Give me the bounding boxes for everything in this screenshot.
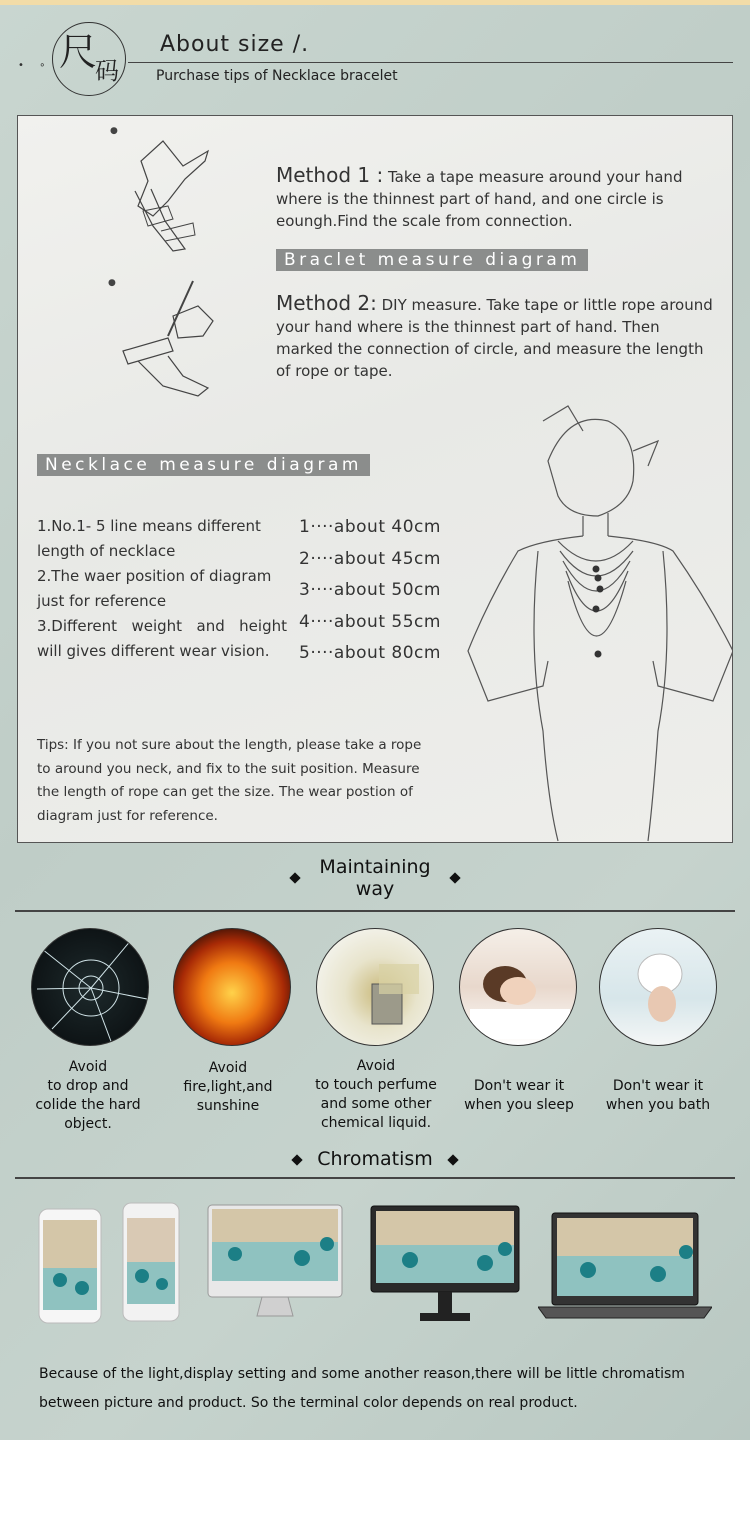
size-seal-logo xyxy=(52,22,126,96)
note-2: 2.The waer position of diagram just for reference xyxy=(37,567,272,610)
caption-line: Don't wear it xyxy=(612,1078,704,1094)
imac-device xyxy=(207,1204,343,1322)
diamond-icon xyxy=(449,872,460,883)
caption-sleep xyxy=(444,1077,594,1115)
necklace-diagram-label: Necklace measure diagram xyxy=(37,454,370,476)
sleep-icon xyxy=(459,928,577,1046)
note-3: 3.Different weight and height will gives different wear vision. xyxy=(37,617,287,660)
maintaining-title-line1: Maintaining xyxy=(319,856,431,878)
phone-white-device xyxy=(38,1208,102,1324)
chromatism-note: Because of the light,display setting and some another reason,there will be little chromatism between picture and product. So the terminal color depends on real product. xyxy=(39,1366,685,1411)
monitor-device xyxy=(370,1205,520,1323)
page-subtitle: Purchase tips of Necklace bracelet xyxy=(156,68,398,84)
header-rule xyxy=(128,62,733,63)
caption-line: sunshine xyxy=(196,1098,260,1114)
note-1: 1.No.1- 5 line means different length of necklace xyxy=(37,517,261,560)
caption-line: chemical liquid. xyxy=(320,1115,432,1131)
top-accent-bar xyxy=(0,0,750,5)
maintaining-title-line2: way xyxy=(355,878,395,900)
method-1-body: Take a tape measure around your hand where is the thinnest part of hand, and one circle is eoungh.Find the scale from connection. xyxy=(276,168,683,230)
bath-icon xyxy=(599,928,717,1046)
page-title: About size /. xyxy=(160,32,310,57)
method-2-title: Method 2: xyxy=(276,291,377,315)
method-2-body: DIY measure. Take tape or little rope around your hand where is the thinnest part of hand. Then marked the connection of circle, and measure the length of rope or tape. xyxy=(276,296,713,380)
broken-glass-icon xyxy=(31,928,149,1046)
step-marker-2: ● xyxy=(108,278,116,288)
chromatism-divider xyxy=(15,1177,735,1179)
caption-line: fire,light,and xyxy=(183,1079,273,1095)
method-1-title: Method 1 : xyxy=(276,163,384,187)
caption-line: Avoid xyxy=(68,1059,108,1075)
size-4: 4····about 55cm xyxy=(299,611,441,632)
seal-char-1: 尺 xyxy=(59,30,98,74)
phone-silver-device xyxy=(122,1202,180,1322)
maintaining-title xyxy=(319,856,430,900)
tape-hand-illustration-1 xyxy=(113,131,223,261)
header-dots: • ∘ xyxy=(18,60,52,71)
caption-line: to drop and xyxy=(47,1078,129,1094)
pen-hand-illustration-2 xyxy=(113,276,233,406)
size-guide-panel xyxy=(17,115,733,843)
size-5: 5····about 80cm xyxy=(299,643,441,663)
laptop-device xyxy=(538,1212,712,1322)
caption-line: Don't wear it xyxy=(473,1078,565,1094)
diamond-icon xyxy=(291,1154,302,1165)
caption-line: when you bath xyxy=(605,1097,711,1113)
chromatism-heading xyxy=(0,1148,750,1170)
size-3: 3····about 50cm xyxy=(299,580,441,600)
necklace-notes xyxy=(37,514,287,664)
chromatism-title: Chromatism xyxy=(317,1148,433,1170)
caption-line: colide the hard xyxy=(35,1097,141,1113)
caption-line: Avoid xyxy=(208,1060,248,1076)
maintaining-heading xyxy=(0,856,750,900)
bracelet-diagram-label: Braclet measure diagram xyxy=(276,249,588,271)
size-2: 2····about 45cm xyxy=(299,548,441,569)
caption-line: when you sleep xyxy=(464,1097,574,1113)
necklace-size-list xyxy=(299,512,441,670)
method-1-text xyxy=(276,164,716,232)
diamond-icon xyxy=(447,1154,458,1165)
caption-line: Avoid xyxy=(356,1058,396,1074)
caption-line: object. xyxy=(64,1116,112,1132)
fire-icon xyxy=(173,928,291,1046)
method-2-text xyxy=(276,292,716,382)
seal-char-2: 码 xyxy=(95,57,119,85)
step-marker-1: ● xyxy=(110,126,118,136)
caption-drop xyxy=(13,1058,163,1134)
size-1: 1····about 40cm xyxy=(299,517,441,537)
maintaining-divider xyxy=(15,910,735,912)
caption-line: and some other xyxy=(320,1096,432,1112)
perfume-icon xyxy=(316,928,434,1046)
caption-perfume xyxy=(301,1057,451,1133)
woman-necklace-illustration xyxy=(448,401,733,843)
necklace-tips: Tips: If you not sure about the length, please take a rope to around you neck, and fix to the suit position. Measure the length of rope can get the size. The wear postion of diagram just for reference. xyxy=(37,737,422,824)
caption-bath xyxy=(583,1077,733,1115)
diamond-icon xyxy=(290,872,301,883)
caption-line: to touch perfume xyxy=(315,1077,437,1093)
caption-fire xyxy=(153,1059,303,1116)
